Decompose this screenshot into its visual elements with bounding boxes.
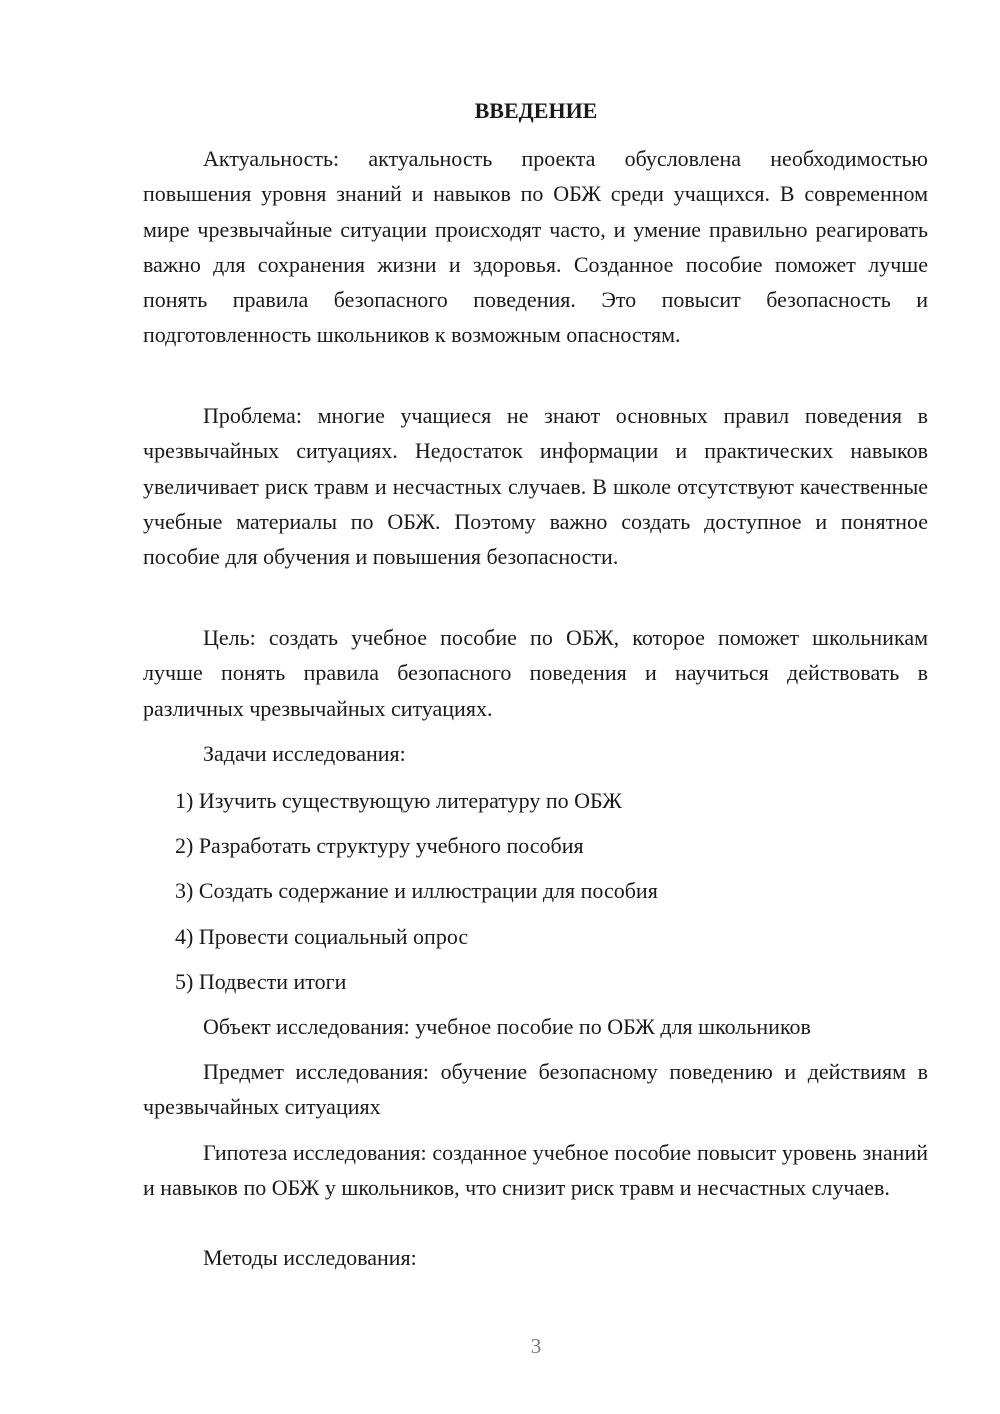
paragraph-tasks-title: Задачи исследования: — [203, 741, 406, 766]
task-item-3-wrap — [143, 873, 928, 908]
task-item: 4) Провести социальный опрос — [175, 924, 469, 949]
task-item: 1) Изучить существующую литературу по ОБЖ — [175, 788, 622, 813]
section-heading: ВВЕДЕНИЕ — [474, 98, 598, 123]
task-item-2-wrap — [143, 828, 928, 863]
body-block-3 — [143, 620, 928, 726]
paragraph-problem: Проблема: многие учащиеся не знают основных правил поведения в чрезвычайных ситуациях. Недостаток информации и практических навыков увеличивает риск травм и несчастных случаев. В школе отсутствуют качественные учебные материалы по ОБЖ. Поэтому важно создать доступное и понятное пособие для обучения и повышения безопасности. — [143, 403, 928, 570]
paragraph-relevance: Актуальность: актуальность проекта обусловлена необходимостью повышения уровня знаний и навыков по ОБЖ среди учащихся. В современном мире чрезвычайные ситуации происходят часто, и умение правильно реагировать важно для сохранения жизни и здоровья. Созданное пособие поможет лучше понять правила безопасного поведения. Это повысит безопасность и подготовленность школьников к возможным опасностям. — [143, 146, 928, 348]
paragraph-goal: Цель: создать учебное пособие по ОБЖ, которое поможет школьникам лучше понять правила безопасного поведения и научиться действовать в различных чрезвычайных ситуациях. — [143, 625, 928, 721]
paragraph-object: Объект исследования: учебное пособие по ОБЖ для школьников — [203, 1014, 811, 1039]
task-item-5-wrap — [143, 964, 928, 999]
task-item-1-wrap — [143, 783, 928, 818]
task-item: 3) Создать содержание и иллюстрации для пособия — [175, 878, 658, 903]
paragraph-methods-title: Методы исследования: — [203, 1245, 417, 1270]
body-block-object — [143, 1009, 928, 1044]
paragraph-hypothesis: Гипотеза исследования: созданное учебное пособие повысит уровень знаний и навыков по ОБЖ у школьников, что снизит риск травм и несчастных случаев. — [143, 1140, 928, 1201]
body-block-1 — [143, 141, 928, 353]
body-block-tasks-title — [143, 736, 928, 771]
body-block-hypothesis — [143, 1135, 928, 1206]
body-block-subject — [143, 1054, 928, 1125]
task-item: 5) Подвести итоги — [175, 969, 347, 994]
page-number: 3 — [530, 1334, 542, 1358]
body-block-2 — [143, 398, 928, 574]
task-item-4-wrap — [143, 919, 928, 954]
body-block-methods-title — [143, 1240, 928, 1275]
task-item: 2) Разработать структуру учебного пособия — [175, 833, 584, 858]
paragraph-subject: Предмет исследования: обучение безопасному поведению и действиям в чрезвычайных ситуациях — [143, 1059, 928, 1120]
